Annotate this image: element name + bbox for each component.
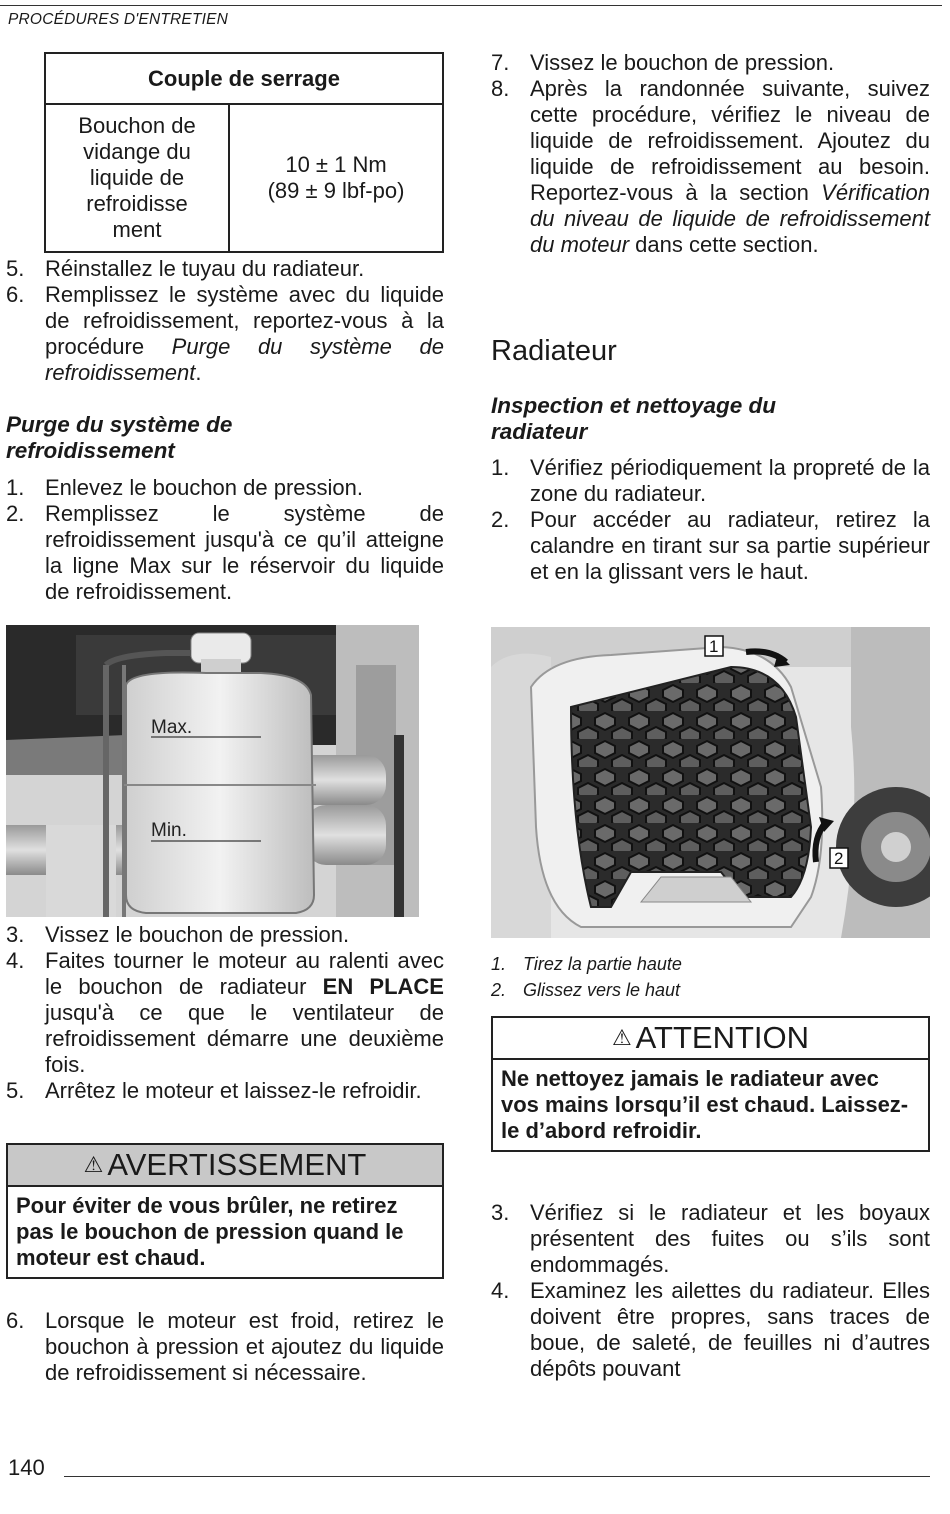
list-item: 6. Remplissez le système avec du liquide de refroidissement, reportez-vous à la procédure Purge du système de refroidissement. — [6, 282, 444, 385]
list-item: 4. Faites tourner le moteur au ralenti avec le bouchon de radiateur EN PLACE jusqu'à ce que le ventilateur de refroidissement démarre une deuxième fois. — [6, 948, 444, 1077]
page-number: 140 — [8, 1455, 45, 1480]
left-steps-c — [6, 1308, 444, 1386]
attention-title: ATTENTION — [635, 1020, 810, 1055]
warning-header — [8, 1145, 442, 1187]
right-steps-a — [491, 50, 930, 258]
warning-triangle-icon: ⚠ — [83, 1152, 104, 1177]
list-item: 7. Vissez le bouchon de pression. — [491, 50, 835, 75]
page-header: PROCÉDURES D'ENTRETIEN — [8, 11, 229, 28]
radiator-subtitle: Inspection et nettoyage du radiateur — [491, 393, 777, 444]
left-steps-b — [6, 922, 444, 1104]
attention-header — [493, 1018, 928, 1060]
attention-text: Ne nettoyez jamais le radiateur avec vos mains lorsqu’il est chaud. Laissez-le d’abord refroidir. — [501, 1066, 909, 1143]
radiator-steps — [491, 455, 930, 585]
list-item: 5. Arrêtez le moteur et laissez-le refroidir. — [6, 1078, 422, 1103]
callout-1: 1 — [709, 637, 719, 656]
purge-steps — [6, 475, 444, 605]
torque-value-metric: 10 ± 1 Nm — [285, 152, 387, 177]
caption-item: 2. Glissez vers le haut — [491, 980, 681, 1000]
radiator-section-title: Radiateur — [491, 335, 617, 367]
list-item: 6. Lorsque le moteur est froid, retirez le bouchon à pression et ajoutez du liquide de refroidissement si nécessaire. — [6, 1308, 444, 1385]
list-item: 5. Réinstallez le tuyau du radiateur. — [6, 256, 365, 281]
list-item: 1. Enlevez le bouchon de pression. — [6, 475, 363, 500]
warning-title: AVERTISSEMENT — [107, 1147, 367, 1182]
right-steps-b — [491, 1200, 930, 1382]
warning-triangle-icon: ⚠ — [611, 1025, 632, 1050]
coolant-reservoir-photo — [6, 625, 419, 917]
purge-title-block — [6, 412, 306, 464]
caption-item: 1. Tirez la partie haute — [491, 954, 682, 974]
torque-table-value — [229, 104, 443, 252]
purge-title: Purge du système de refroidissement — [6, 412, 233, 463]
grille-captions — [491, 951, 930, 1003]
list-item: 2. Pour accéder au radiateur, retirez la calandre en tirant sur sa partie supérieur et en la glissant vers le haut. — [491, 507, 930, 584]
list-item: 3. Vérifiez si le radiateur et les boyaux présentent des fuites ou s’ils sont endommagés. — [491, 1200, 930, 1277]
list-item: 3. Vissez le bouchon de pression. — [6, 922, 350, 947]
top-rule — [0, 5, 942, 6]
list-item: 8. Après la randonnée suivante, suivez cette procédure, vérifiez le niveau de liquide de refroidissement. Ajoutez du liquide de refroidissement au besoin. Reportez-vous à la section Vérification du niveau de liquide de refroidissement du moteur dans cette section. — [491, 76, 930, 257]
warning-box — [6, 1143, 444, 1279]
torque-table-heading: Couple de serrage — [45, 53, 443, 104]
list-item: 1. Vérifiez périodiquement la propreté de la zone du radiateur. — [491, 455, 930, 506]
radiator-grille-photo — [491, 627, 930, 938]
callout-2: 2 — [834, 849, 844, 868]
attention-box — [491, 1016, 930, 1152]
reservoir-min-label: Min. — [151, 820, 187, 841]
radiator-subtitle-block — [491, 393, 871, 445]
radiator-section-title-block — [491, 334, 930, 368]
list-item: 4. Examinez les ailettes du radiateur. Elles doivent être propres, sans traces de boue, de saleté, de feuilles ni d’autres dépôts pouvant — [491, 1278, 930, 1381]
left-steps-a — [6, 256, 444, 386]
torque-value-imperial: (89 ± 9 lbf-po) — [267, 178, 405, 203]
list-item: 2. Remplissez le système de refroidissement jusqu'à ce qu’il atteigne la ligne Max sur le réservoir du liquide de refroidissement. — [6, 501, 444, 604]
torque-table-item: Bouchon de vidange du liquide de refroidisse ment — [45, 104, 229, 252]
torque-table — [44, 52, 444, 253]
reservoir-max-label: Max. — [151, 717, 193, 738]
footer-rule — [64, 1476, 930, 1477]
warning-text: Pour éviter de vous brûler, ne retirez pas le bouchon de pression quand le moteur est chaud. — [16, 1193, 404, 1270]
